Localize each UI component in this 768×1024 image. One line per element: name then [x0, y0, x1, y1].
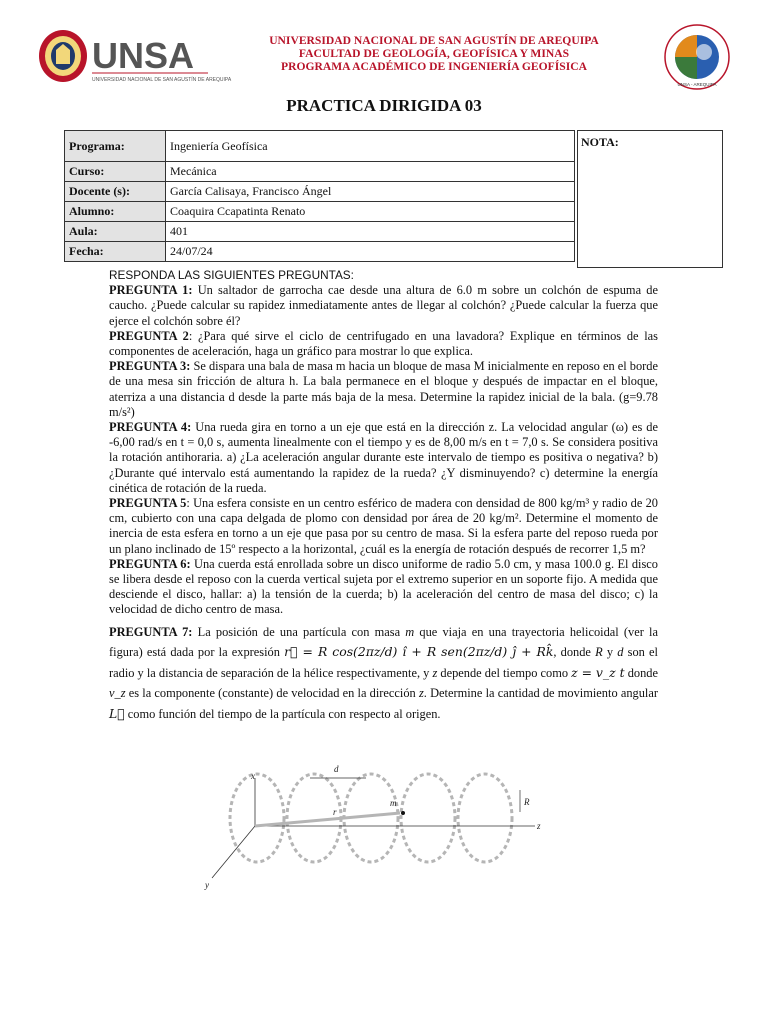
- label-r: r⃗: [333, 807, 344, 817]
- position-vector: [255, 813, 400, 826]
- info-label: Aula:: [65, 222, 166, 242]
- question-text: Una rueda gira en torno a un eje que está en la dirección z. La velocidad angular (ω) es de -6,00 rad/s en t = 0,0 s, aumenta linealmente con el tiempo y es de 8,00 m/s en t = 7,0 s. Se considera positiva la rotación antihoraria. a) ¿La aceleración angular durante este intervalo de tiempo es positiva o negativa? b) ¿Durante qué intervalo está aumentando la rapidez de la rueda? ¿Y disminuyendo? c) determine la energía cinética de rotación de la rueda.: [109, 420, 659, 495]
- info-label: Fecha:: [65, 242, 166, 262]
- program-name: PROGRAMA ACADÉMICO DE INGENIERÍA GEOFÍSICA: [281, 60, 587, 73]
- question-label: PREGUNTA 2: [109, 328, 189, 343]
- math-var: R: [595, 645, 603, 660]
- seal-bottom-text: UNSA - AREQUIPA: [677, 82, 717, 87]
- label-R: R: [524, 797, 530, 807]
- grade-label: NOTA:: [581, 135, 619, 149]
- info-value: Ingeniería Geofísica: [166, 131, 575, 162]
- info-label: Docente (s):: [65, 182, 166, 202]
- question-text: : Una esfera consiste en un centro esférico de madera con densidad de 800 kg/m³ y radio de 20 cm, cubierto con una capa delgada de plomo con densidad por área de 20 kg/m². Determine el momento de inercia de esta esfera en torno a un eje que pasa por su centro de masa. Si la esfera parte del reposo rueda por un plano inclinado de 15º respecto a la horizontal, ¿cuál es la energía de rotación después de recorrer 1,5 m?: [109, 496, 658, 556]
- info-row-fecha: [65, 242, 575, 262]
- z-expression: z = v_z t: [571, 664, 625, 680]
- page-header: [36, 24, 736, 88]
- question-label: PREGUNTA 4:: [109, 420, 192, 435]
- question-text: que viaja en una trayectoria helicoidal (ver la figura) está dada por la expresión: [109, 624, 658, 660]
- info-label: Alumno:: [65, 202, 166, 222]
- question-text: Un saltador de garrocha cae desde una altura de 6.0 m sobre un colchón de espuma de caucho. ¿Puede calcular su rapidez inmediatamente antes de llegar al colchón? ¿Puede calcular la fuerza que ejerce el colchón sobre él?: [109, 283, 658, 328]
- question-text: Se dispara una bala de masa m hacia un bloque de masa M inicialmente en reposo en el borde de una mesa sin fricción de altura h. La bala permanece en el bloque y después de impactar en el bloque, aterriza a una distancia d desde la parte más baja de la mesa. Determine la rapidez inicial de la bala. (g=9.78 m/s²): [109, 359, 659, 419]
- question-1: [109, 283, 658, 329]
- axes: [212, 778, 535, 878]
- math-var: z: [418, 686, 424, 701]
- questions-section: [109, 268, 658, 724]
- math-var: z: [432, 665, 438, 680]
- logo-subtext: UNIVERSIDAD NACIONAL DE SAN AGUSTÍN DE AREQUIPA: [92, 77, 232, 83]
- label-y: y: [205, 880, 209, 890]
- info-row-docente: [65, 182, 575, 202]
- university-name: UNIVERSIDAD NACIONAL DE SAN AGUSTÍN DE AREQUIPA: [269, 34, 599, 47]
- question-text: es la componente (constante) de velocidad en la dirección: [125, 686, 419, 701]
- info-value: 401: [166, 222, 575, 242]
- question-text: y: [602, 645, 618, 660]
- question-text: son el radio y la distancia de separación de la hélice respectivamente, y: [109, 645, 659, 680]
- info-value: García Calisaya, Francisco Ángel: [166, 182, 575, 202]
- math-var: m: [405, 624, 415, 639]
- info-label: Curso:: [65, 162, 166, 182]
- page-title: PRACTICA DIRIGIDA 03: [286, 96, 482, 115]
- info-value: Mecánica: [166, 162, 575, 182]
- question-4: [109, 420, 658, 496]
- label-z: z: [537, 821, 541, 831]
- question-text: depende del tiempo como: [437, 665, 572, 680]
- math-var: v_z: [109, 686, 126, 701]
- geophysics-seal-icon: [664, 24, 730, 90]
- question-text: La posición de una partícula con masa: [192, 624, 406, 639]
- question-text: Una cuerda está enrollada sobre un disco uniforme de radio 5.0 cm, y masa 100.0 g. El disco se libera desde el reposo con la cuerda vertical sujeta por el extremo superior en un soporte fijo. A medida que desciende el disco, hallar: a) la tensión de la cuerda; b) la aceleración del centro de masa del disco; c) la velocidad de dicho centro de masa.: [109, 556, 659, 617]
- label-d: d: [334, 764, 339, 774]
- info-row-alumno: [65, 202, 575, 222]
- info-table: [64, 130, 575, 262]
- question-5: [109, 496, 658, 557]
- question-text: como función del tiempo de la partícula con respecto al origen.: [124, 706, 441, 721]
- question-text: , donde: [553, 645, 596, 660]
- math-var: d: [617, 645, 624, 660]
- info-label: Programa:: [65, 131, 166, 162]
- instructions: RESPONDA LAS SIGUIENTES PREGUNTAS:: [109, 268, 354, 282]
- question-text: . Determine la cantidad de movimiento angular: [423, 686, 658, 701]
- helix-figure: [200, 760, 560, 890]
- label-m: m: [390, 798, 397, 808]
- question-text: donde: [624, 665, 658, 680]
- question-7: [109, 622, 658, 725]
- math-var: L⃗: [109, 705, 125, 721]
- question-label: PREGUNTA 5: [109, 496, 187, 511]
- grade-box: [577, 130, 723, 268]
- institution-block: [254, 34, 614, 73]
- question-text: : ¿Para qué sirve el ciclo de centrifugado en una lavadora? Explique en términos de las componentes de aceleración, haga un gráfico para mostrar lo que explica.: [109, 328, 659, 359]
- info-row-curso: [65, 162, 575, 182]
- info-row-aula: [65, 222, 575, 242]
- info-value: 24/07/24: [166, 242, 575, 262]
- particle-dot: [401, 811, 405, 815]
- question-label: PREGUNTA 1:: [109, 283, 193, 298]
- question-label: PREGUNTA 7:: [109, 624, 193, 639]
- question-2: [109, 329, 658, 359]
- question-6: [109, 557, 658, 618]
- question-3: [109, 359, 658, 420]
- info-value: Coaquira Ccapatinta Renato: [166, 202, 575, 222]
- position-expression: r⃗ = R cos(2πz/d) î + R sen(2πz/d) ĵ + Rk̂: [284, 644, 554, 660]
- label-x: x: [251, 771, 255, 781]
- question-label: PREGUNTA 3:: [109, 359, 191, 374]
- info-row-programa: [65, 131, 575, 162]
- info-section: [64, 130, 724, 270]
- helix-coils: [230, 774, 512, 862]
- unsa-logo: [36, 28, 232, 86]
- logo-wordmark: UNSA: [92, 35, 195, 76]
- question-label: PREGUNTA 6:: [109, 556, 191, 571]
- faculty-name: FACULTAD DE GEOLOGÍA, GEOFÍSICA Y MINAS: [298, 47, 570, 60]
